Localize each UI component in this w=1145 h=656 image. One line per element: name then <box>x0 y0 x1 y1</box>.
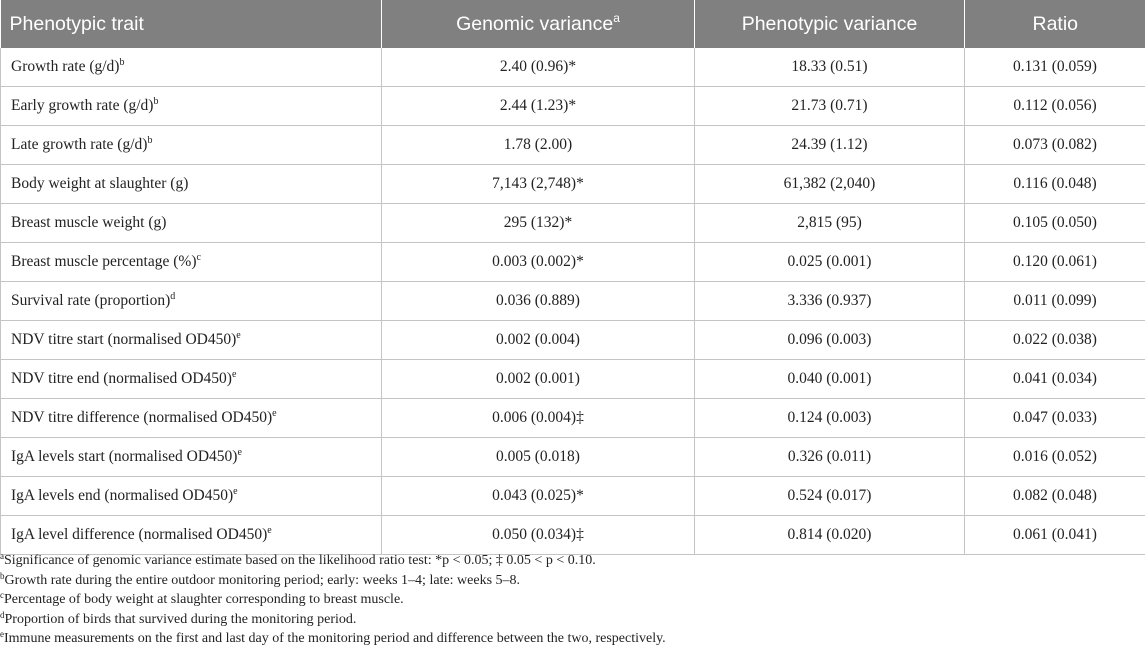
table-row <box>1 204 1145 243</box>
trait-cell: NDV titre end (normalised OD450)$^e$ <box>1 360 382 399</box>
table-row <box>1 399 1145 438</box>
phenotypic-variance-cell: 21.73 (0.71) <box>695 87 965 126</box>
phenotypic-variance-cell: 2,815 (95) <box>695 204 965 243</box>
footnote: $^b$Growth rate during the entire outdoor monitoring period; early: weeks 1–4; late: weeks 5–8. <box>0 570 521 588</box>
header-phenotypic-trait: Phenotypic trait <box>1 0 382 48</box>
trait-cell: Early growth rate $(g/d)^b$ <box>1 87 382 126</box>
genomic-variance-cell: 0.002 (0.001) <box>382 360 695 399</box>
table-row <box>1 438 1145 477</box>
trait-cell: Survival rate (proportion)$^d$ <box>1 282 382 321</box>
table-row <box>1 165 1145 204</box>
genomic-variance-cell: 2.40 (0.96)* <box>382 48 695 87</box>
footnote: $^e$Immune measurements on the first and last day of the monitoring period and difference between the two, respectively. <box>0 629 666 646</box>
ratio-cell: 0.082 (0.048) <box>965 477 1145 516</box>
genomic-variance-cell: 0.006 (0.004)‡ <box>382 399 695 438</box>
ratio-cell: 0.073 (0.082) <box>965 126 1145 165</box>
phenotypic-variance-cell: 0.524 (0.017) <box>695 477 965 516</box>
trait-cell: IgA levels start (normalised OD450)$^e$ <box>1 438 382 477</box>
ratio-cell: 0.061 (0.041) <box>965 516 1145 555</box>
table-row <box>1 282 1145 321</box>
phenotypic-variance-cell: 24.39 (1.12) <box>695 126 965 165</box>
phenotypic-variance-cell: 0.040 (0.001) <box>695 360 965 399</box>
ratio-cell: 0.116 (0.048) <box>965 165 1145 204</box>
header-phenotypic-variance: Phenotypic variance <box>695 0 965 48</box>
phenotypic-variance-cell: 18.33 (0.51) <box>695 48 965 87</box>
phenotypic-variance-cell: 0.326 (0.011) <box>695 438 965 477</box>
header-genomic-variance: Genomic variance$^a$ <box>382 0 695 48</box>
genomic-variance-cell: 1.78 (2.00) <box>382 126 695 165</box>
trait-cell: IgA levels end (normalised OD450)$^e$ <box>1 477 382 516</box>
table-row <box>1 477 1145 516</box>
genomic-variance-cell: 0.003 (0.002)* <box>382 243 695 282</box>
table-row <box>1 48 1145 87</box>
trait-cell: Body weight at slaughter (g) <box>1 165 382 204</box>
footnote: $^d$Proportion of birds that survived during the monitoring period. <box>0 609 357 627</box>
trait-cell: IgA level difference (normalised OD450)$^e$ <box>1 516 382 555</box>
trait-cell: Late growth rate $(g/d)^b$ <box>1 126 382 165</box>
genomic-variance-cell: 0.005 (0.018) <box>382 438 695 477</box>
ratio-cell: 0.112 (0.056) <box>965 87 1145 126</box>
ratio-cell: 0.131 (0.059) <box>965 48 1145 87</box>
ratio-cell: 0.047 (0.033) <box>965 399 1145 438</box>
genomic-variance-cell: 2.44 (1.23)* <box>382 87 695 126</box>
ratio-cell: 0.041 (0.034) <box>965 360 1145 399</box>
trait-cell: NDV titre start (normalised OD450)$^e$ <box>1 321 382 360</box>
header-ratio: Ratio <box>965 0 1145 48</box>
genomic-variance-cell: 295 (132)* <box>382 204 695 243</box>
table-row <box>1 516 1145 555</box>
trait-cell: NDV titre difference (normalised OD450)$^e$ <box>1 399 382 438</box>
phenotypic-variance-cell: 0.025 (0.001) <box>695 243 965 282</box>
trait-cell: Breast muscle weight (g) <box>1 204 382 243</box>
phenotypic-variance-cell: 0.124 (0.003) <box>695 399 965 438</box>
genomic-variance-cell: 0.050 (0.034)‡ <box>382 516 695 555</box>
trait-cell: Breast muscle percentage (%)$^c$ <box>1 243 382 282</box>
genomic-variance-cell: 0.002 (0.004) <box>382 321 695 360</box>
genomic-variance-cell: 0.043 (0.025)* <box>382 477 695 516</box>
table-row <box>1 87 1145 126</box>
ratio-cell: 0.016 (0.052) <box>965 438 1145 477</box>
ratio-cell: 0.022 (0.038) <box>965 321 1145 360</box>
table-header-row <box>1 0 1145 48</box>
phenotypic-variance-cell: 61,382 (2,040) <box>695 165 965 204</box>
genomic-variance-cell: 0.036 (0.889) <box>382 282 695 321</box>
table-row <box>1 360 1145 399</box>
phenotypic-variance-cell: 0.096 (0.003) <box>695 321 965 360</box>
ratio-cell: 0.011 (0.099) <box>965 282 1145 321</box>
table-row <box>1 243 1145 282</box>
table-row <box>1 321 1145 360</box>
phenotypic-variance-cell: 3.336 (0.937) <box>695 282 965 321</box>
genomic-variance-cell: 7,143 (2,748)* <box>382 165 695 204</box>
footnotes <box>0 551 1145 649</box>
ratio-cell: 0.105 (0.050) <box>965 204 1145 243</box>
trait-cell: Growth rate $(g/d)^b$ <box>1 48 382 87</box>
phenotypic-variance-cell: 0.814 (0.020) <box>695 516 965 555</box>
table-row <box>1 126 1145 165</box>
ratio-cell: 0.120 (0.061) <box>965 243 1145 282</box>
footnote: $^c$Percentage of body weight at slaughter corresponding to breast muscle. <box>0 590 404 607</box>
footnote: $^a$Significance of genomic variance estimate based on the likelihood ratio test: *p < 0.05; ‡ 0.05 < p < 0.10. <box>0 551 596 568</box>
